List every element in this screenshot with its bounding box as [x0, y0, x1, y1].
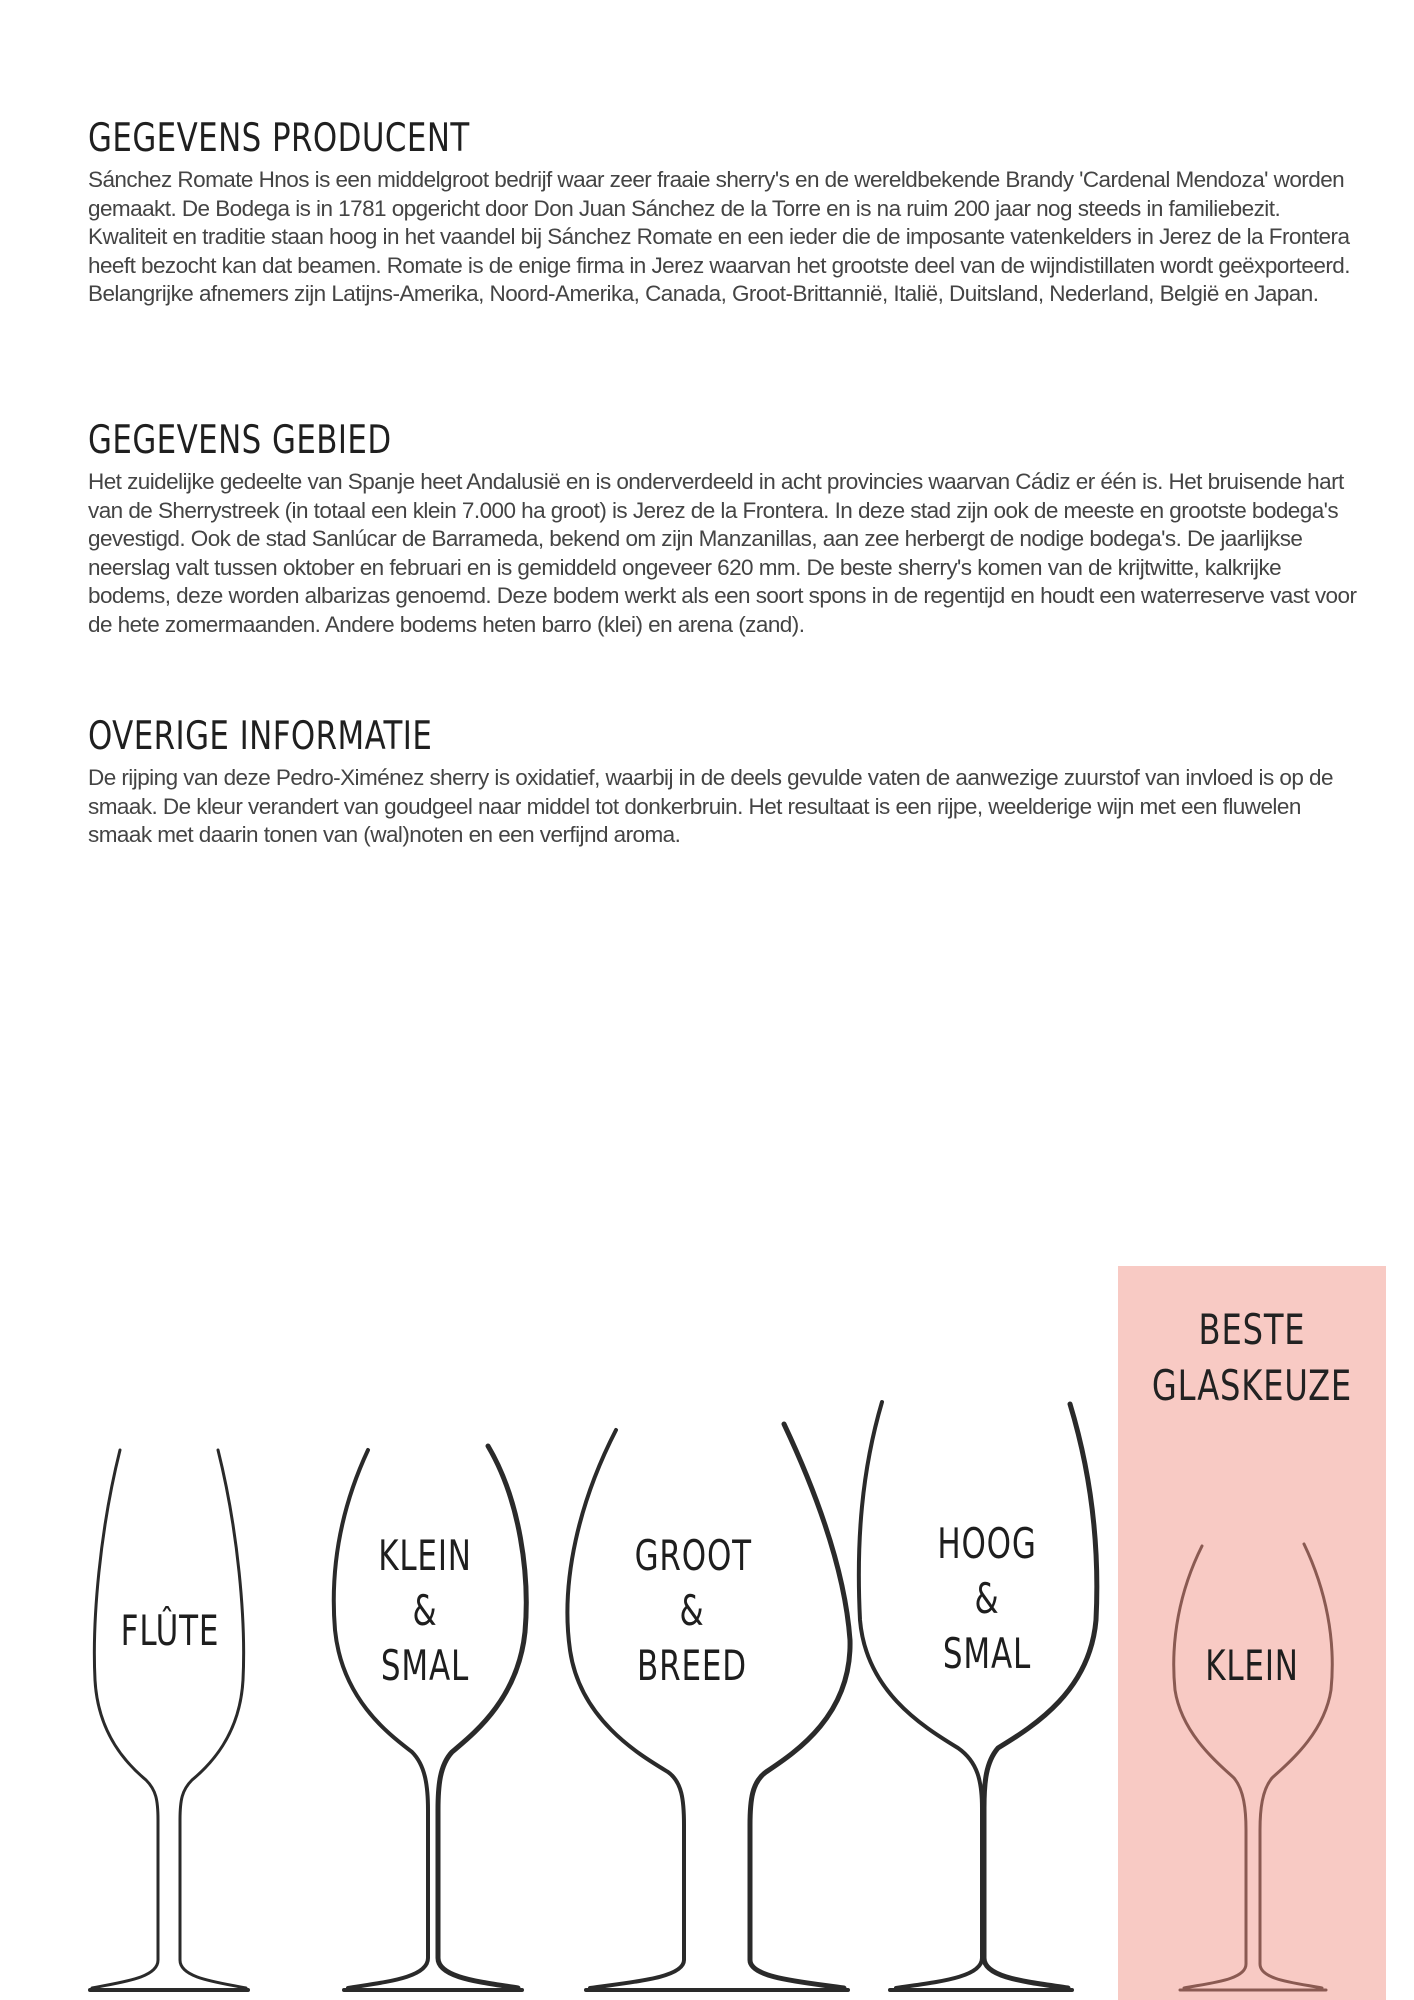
glass-label-large-wide — [622, 1528, 762, 1693]
producer-section — [88, 116, 1363, 309]
glass-label-small-selected — [1182, 1638, 1322, 1693]
other-info-body: De rijping van deze Pedro-Ximénez sherry is oxidatief, waarbij in de deels gevulde vaten de aanwezige zuurstof van invloed is op de smaak. De kleur verandert van goudgeel naar middel tot donkerbruin. Het resultaat is een rijpe, weelderige wijn met een fluwelen smaak met daarin tonen van (wal)noten en een verfijnd aroma. — [88, 765, 1333, 848]
other-info-section — [88, 714, 1363, 850]
small-glass-icon — [1174, 1544, 1333, 1990]
glass-label-flute — [100, 1603, 240, 1658]
region-body: Het zuidelijke gedeelte van Spanje heet Andalusië en is onderverdeeld in acht provincies waarvan Cádiz er één is. Het bruisende hart van de Sherrystreek (in totaal een klein 7.000 ha groot) is Jerez de la Frontera. In deze stad zijn ook de meeste en grootste bodega's gevestigd. Ook de stad Sanlúcar de Barrameda, bekend om zijn Manzanillas, aan zee herbergt de nodige bodega's. De jaarlijkse neerslag valt tussen oktober en februari en is gemiddeld ongeveer 620 mm. De beste sherry's komen van de krijtwitte, kalkrijke bodems, deze worden albarizas genoemd. Deze bodem werkt als een soort spons in de regentijd en houdt een waterreserve vast voor de hete zomermaanden. Andere bodems heten barro (klei) en arena (zand). — [88, 469, 1357, 637]
best-glass-label-line2: GLASKEUZE — [1151, 1361, 1353, 1410]
producer-body: Sánchez Romate Hnos is een middelgroot bedrijf waar zeer fraaie sherry's en de wereldbekende Brandy 'Cardenal Mendoza' worden gemaakt. De Bodega is in 1781 opgericht door Don Juan Sánchez de la Torre en is na ruim 200 jaar nog steeds in familiebezit. Kwaliteit en traditie staan hoog in het vaandel bij Sánchez Romate en een ieder die de imposante vatenkelders in Jerez de la Frontera heeft bezocht kan dat beamen. Romate is de enige firma in Jerez waarvan het grootste deel van de wijndistillaten wordt geëxporteerd. Belangrijke afnemers zijn Latijns-Amerika, Noord-Amerika, Canada, Groot-Brittannië, Italië, Duitsland, Nederland, België en Japan. — [88, 167, 1350, 307]
glass-label-small-narrow — [355, 1528, 495, 1693]
producer-title: GEGEVENS PRODUCENT — [88, 116, 470, 161]
glass-label-tall-narrow-line1: HOOG — [937, 1519, 1037, 1568]
glass-label-tall-narrow-line2: & — [974, 1574, 1000, 1623]
glass-label-large-wide-line3: BREED — [637, 1641, 747, 1690]
glass-label-tall-narrow-line3: SMAL — [942, 1629, 1032, 1678]
other-info-title: OVERIGE INFORMATIE — [88, 714, 433, 759]
glass-label-tall-narrow — [917, 1516, 1057, 1681]
region-section — [88, 418, 1363, 640]
glass-label-flute-line1: FLÛTE — [120, 1606, 220, 1655]
glass-label-small-narrow-line2: & — [412, 1586, 438, 1635]
glass-label-small-selected-line1: KLEIN — [1205, 1641, 1299, 1690]
region-title: GEGEVENS GEBIED — [88, 418, 392, 463]
best-glass-label-line1: BESTE — [1198, 1305, 1306, 1354]
flute-glass-icon — [90, 1450, 248, 1990]
glass-label-small-narrow-line1: KLEIN — [378, 1531, 472, 1580]
large-wide-glass-icon — [567, 1424, 850, 1990]
glass-label-small-narrow-line3: SMAL — [380, 1641, 470, 1690]
tall-narrow-glass-icon — [859, 1402, 1097, 1990]
glass-label-large-wide-line1: GROOT — [634, 1531, 752, 1580]
glass-label-large-wide-line2: & — [679, 1586, 705, 1635]
